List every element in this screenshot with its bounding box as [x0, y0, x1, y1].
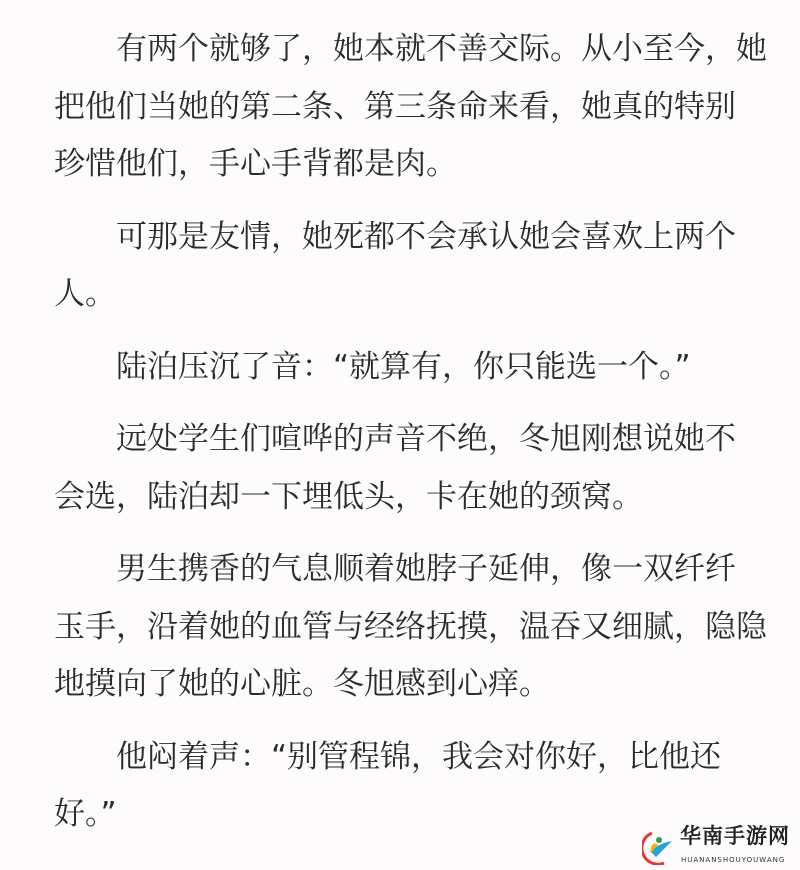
text-line: 他闷着声：“别管程锦，我会对你好，比他还: [116, 738, 722, 775]
text-line: 珍惜他们，手心手背都是肉。: [54, 146, 457, 182]
watermark-title: 华南手游网: [680, 824, 790, 848]
text-line: 把他们当她的第二条、第三条命来看，她真的特别: [54, 88, 736, 125]
text-line: 地摸向了她的心脏。冬旭感到心痒。: [54, 666, 550, 702]
text-line: 玉手，沿着她的血管与经络抚摸，温吞又细腻，隐隐: [54, 608, 767, 645]
watermark: [640, 822, 800, 870]
text-line: 远处学生们喧哗的声音不绝，冬旭刚想说她不: [116, 421, 736, 457]
paragraph: [54, 541, 767, 714]
text-line: 男生携香的气息顺着她脖子延伸，像一双纤纤: [116, 551, 736, 587]
watermark-subtitle: HUANANSHOUYOUWANG: [681, 856, 786, 864]
text-line: 有两个就够了，她本就不善交际。从小至今，她: [116, 31, 767, 67]
article-body: [54, 21, 767, 859]
paragraph: [54, 209, 754, 324]
text-line: 好。”: [54, 796, 117, 832]
paragraph: [54, 411, 754, 526]
text-line: 会选，陆泊却一下埋低头，卡在她的颈窝。: [54, 478, 643, 515]
text-line: 人。: [54, 276, 116, 312]
text-line: 陆泊压沉了音：“就算有，你只能选一个。”: [116, 348, 691, 385]
paragraph: [54, 21, 767, 194]
paragraph: [54, 339, 754, 397]
site-logo-icon: [642, 829, 678, 865]
text-line: 可那是友情，她死都不会承认她会喜欢上两个: [116, 218, 736, 255]
